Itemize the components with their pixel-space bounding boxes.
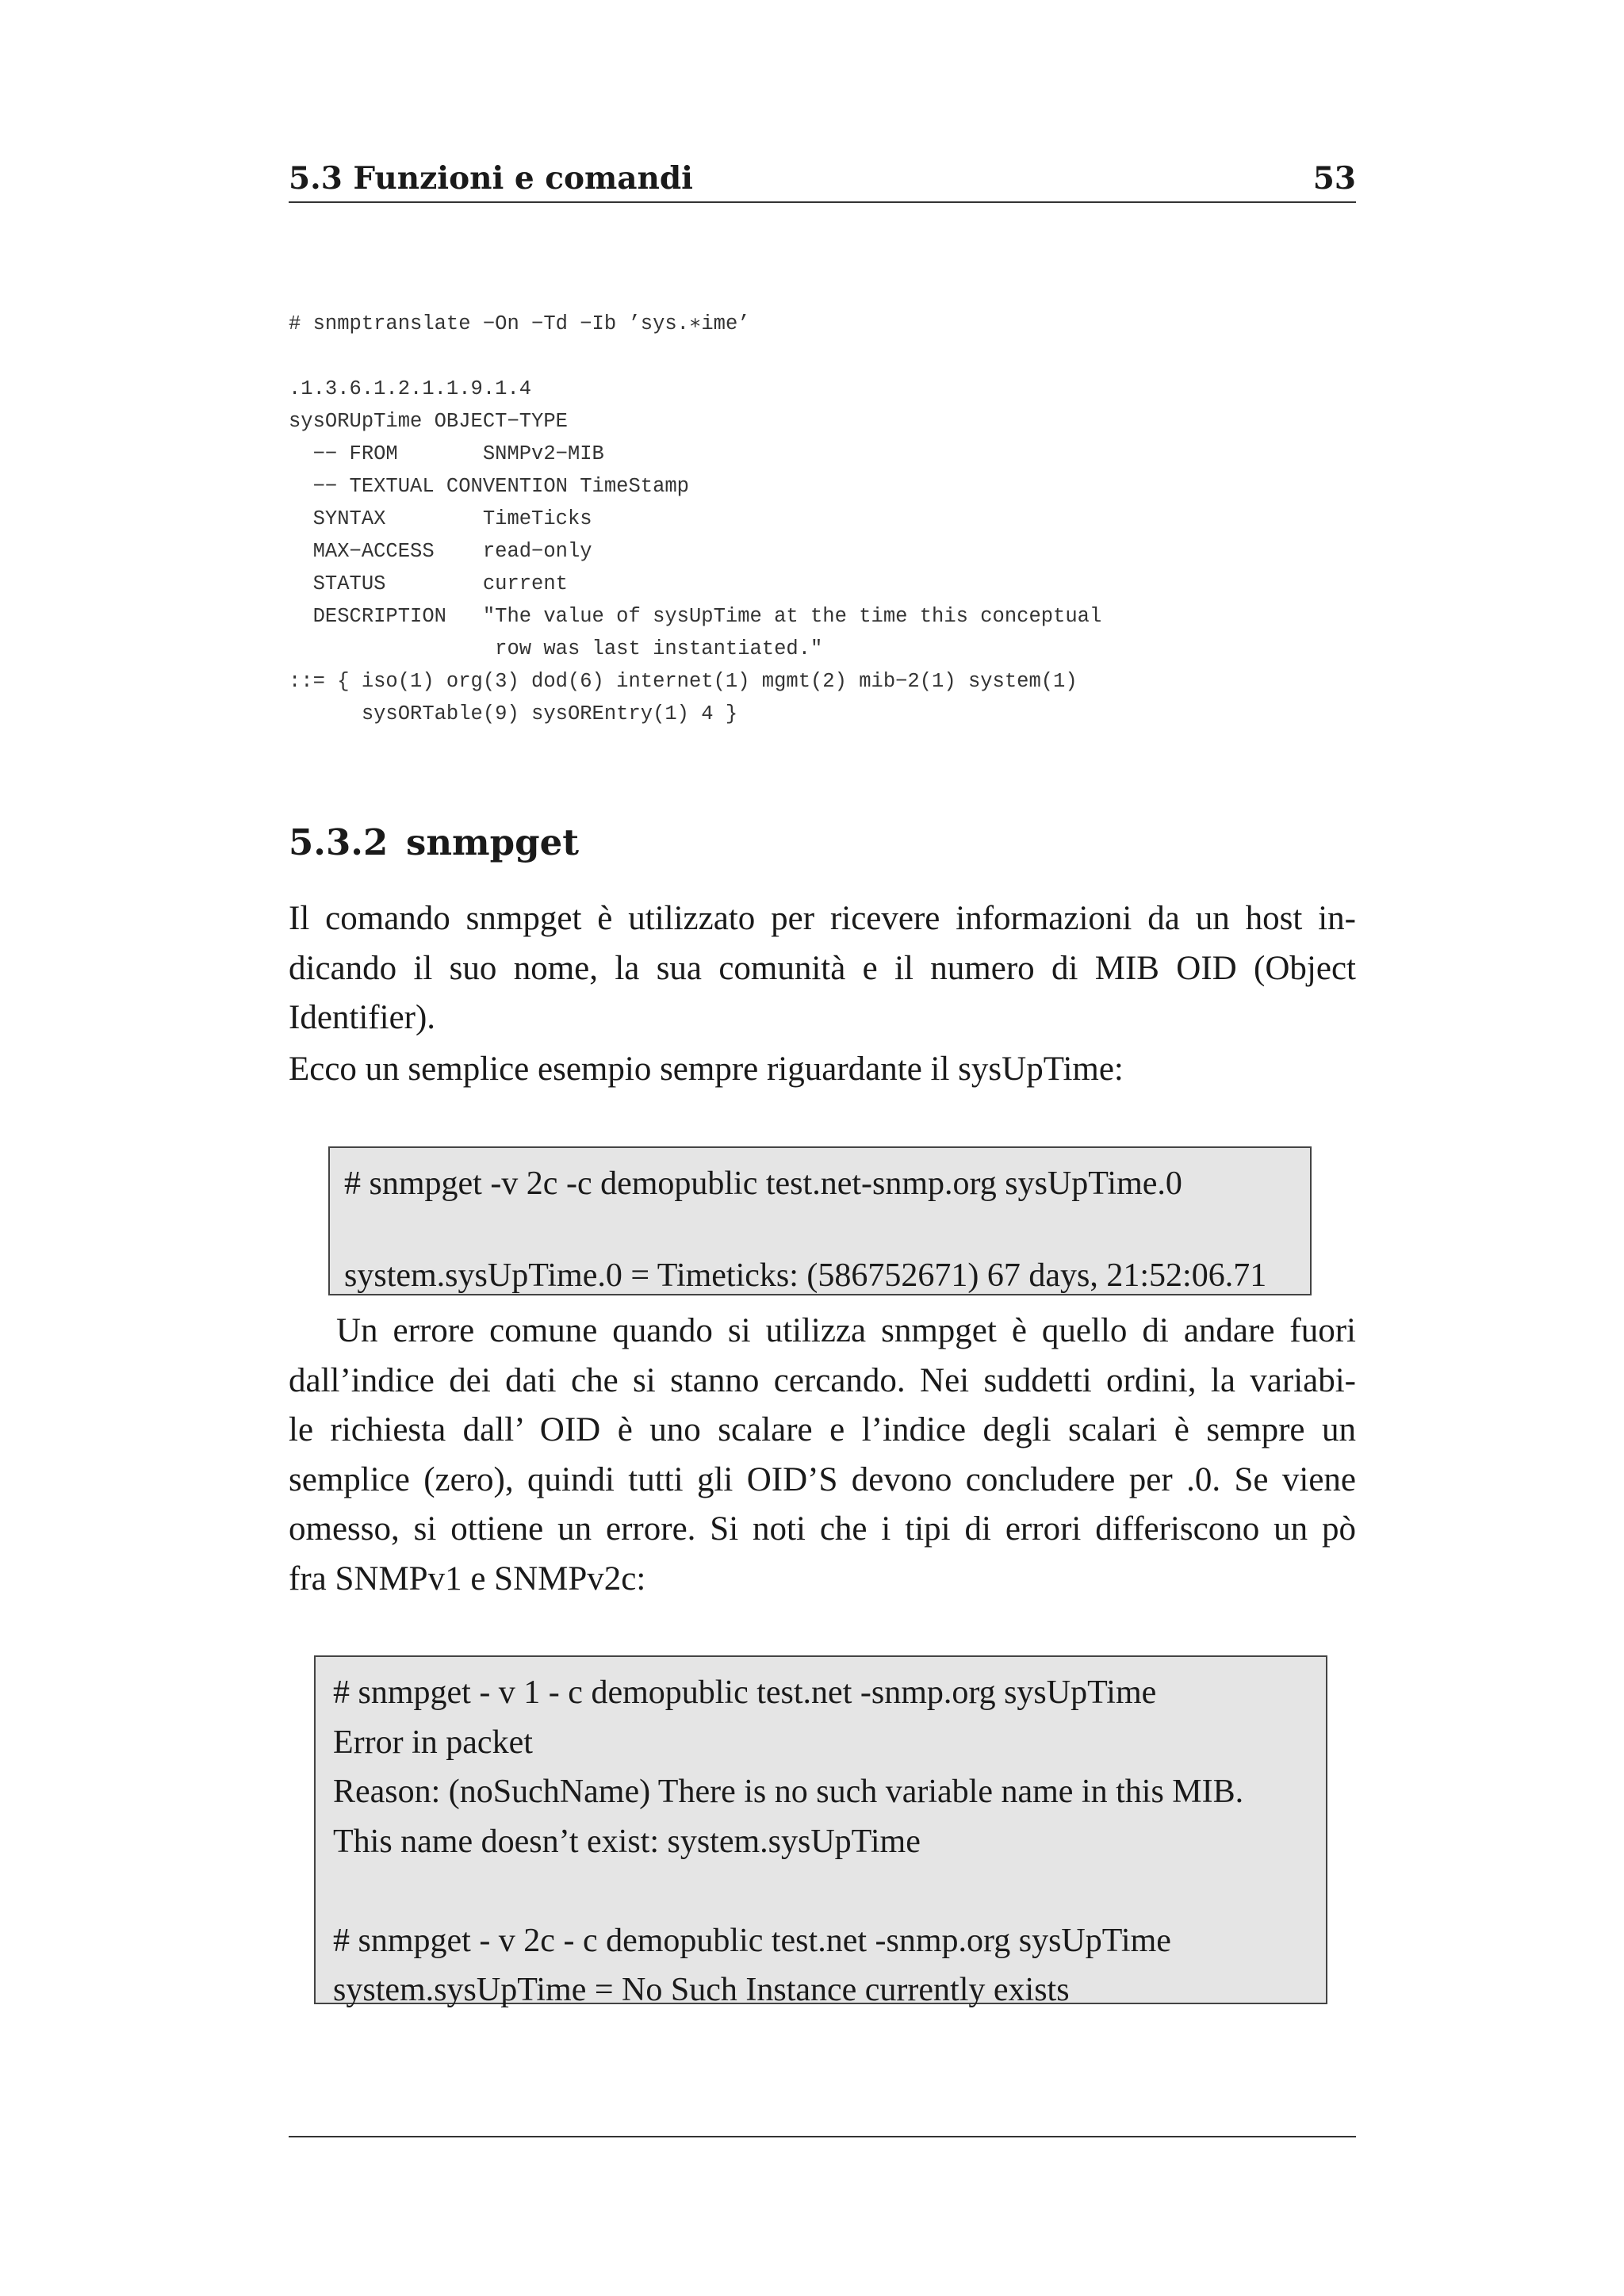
example-line: # snmpget - v 1 - c demopublic test.net -snmp.org sysUpTime — [333, 1674, 1157, 1711]
code-line: ::= { iso(1) org(3) dod(6) internet(1) mgmt(2) mib−2(1) system(1) — [289, 670, 1078, 693]
code-line: # snmptranslate −On −Td −Ib ’sys.∗ime’ — [289, 312, 750, 335]
paragraph-line: le richiesta dall’ OID è uno scalare e l’indice degli scalari è sempre un — [289, 1411, 1356, 1448]
section-number: 5.3.2 — [289, 821, 389, 863]
paragraph-line: dicando il suo nome, la sua comunità e il numero di MIB OID (Object — [289, 949, 1356, 987]
paragraph-example-intro — [289, 1045, 1356, 1095]
code-line — [289, 340, 1101, 373]
paragraph-common-error — [289, 1307, 1356, 1604]
footer-rule — [289, 2136, 1356, 2137]
code-line: MAX−ACCESS read−only — [289, 540, 592, 563]
code-line: −− TEXTUAL CONVENTION TimeStamp — [289, 475, 689, 498]
code-line: STATUS current — [289, 572, 568, 595]
page-number: 53 — [1312, 160, 1356, 197]
section-title: snmpget — [406, 821, 580, 863]
paragraph-intro — [289, 894, 1356, 1043]
paragraph-line: dall’indice dei dati che si stanno cercando. Nei suddetti ordini, la variabi- — [289, 1361, 1356, 1399]
code-line: .1.3.6.1.2.1.1.9.1.4 — [289, 377, 532, 400]
example-line: Reason: (noSuchName) There is no such variable name in this MIB. — [333, 1774, 1244, 1810]
paragraph-line: omesso, si ottiene un errore. Si noti che i tipi di errori differiscono un pò — [289, 1510, 1356, 1548]
running-header — [289, 155, 1356, 203]
example-line: system.sysUpTime.0 = Timeticks: (586752671) 67 days, 21:52:06.71 — [344, 1257, 1267, 1294]
section-heading — [289, 821, 579, 863]
code-line: −− FROM SNMPv2−MIB — [289, 442, 604, 465]
snmpget-example-box — [328, 1146, 1312, 1295]
snmptranslate-code-listing — [289, 308, 1101, 730]
paragraph-line: Un errore comune quando si utilizza snmpget è quello di andare fuori — [336, 1312, 1356, 1349]
running-header-title: 5.3 Funzioni e comandi — [289, 160, 693, 197]
example-line: This name doesn’t exist: system.sysUpTime — [333, 1823, 921, 1860]
example-line — [344, 1207, 1310, 1253]
example-line: Error in packet — [333, 1724, 533, 1761]
paragraph-line: Ecco un semplice esempio sempre riguardante il sysUpTime: — [289, 1050, 1124, 1088]
code-line: DESCRIPTION "The value of sysUpTime at the time this conceptual — [289, 605, 1102, 628]
example-line — [333, 1866, 1326, 1916]
paragraph-line: fra SNMPv1 e SNMPv2c: — [289, 1559, 646, 1598]
example-line: # snmpget -v 2c -c demopublic test.net-snmp.org sysUpTime.0 — [344, 1165, 1182, 1202]
paragraph-line: Il comando snmpget è utilizzato per ricevere informazioni da un host in- — [289, 900, 1356, 937]
snmpget-error-example-box — [314, 1655, 1327, 2008]
code-line: sysORUpTime OBJECT−TYPE — [289, 410, 568, 433]
code-line: row was last instantiated." — [289, 637, 823, 660]
code-line: sysORTable(9) sysOREntry(1) 4 } — [289, 702, 738, 725]
paragraph-line: Identifier). — [289, 999, 436, 1036]
example-line: # snmpget - v 2c - c demopublic test.net -snmp.org sysUpTime — [333, 1922, 1171, 1959]
example-line: system.sysUpTime = No Such Instance currently exists — [333, 1972, 1070, 2008]
code-line: SYNTAX TimeTicks — [289, 507, 592, 530]
paragraph-line: semplice (zero), quindi tutti gli OID’S devono concludere per .0. Se viene — [289, 1460, 1356, 1498]
